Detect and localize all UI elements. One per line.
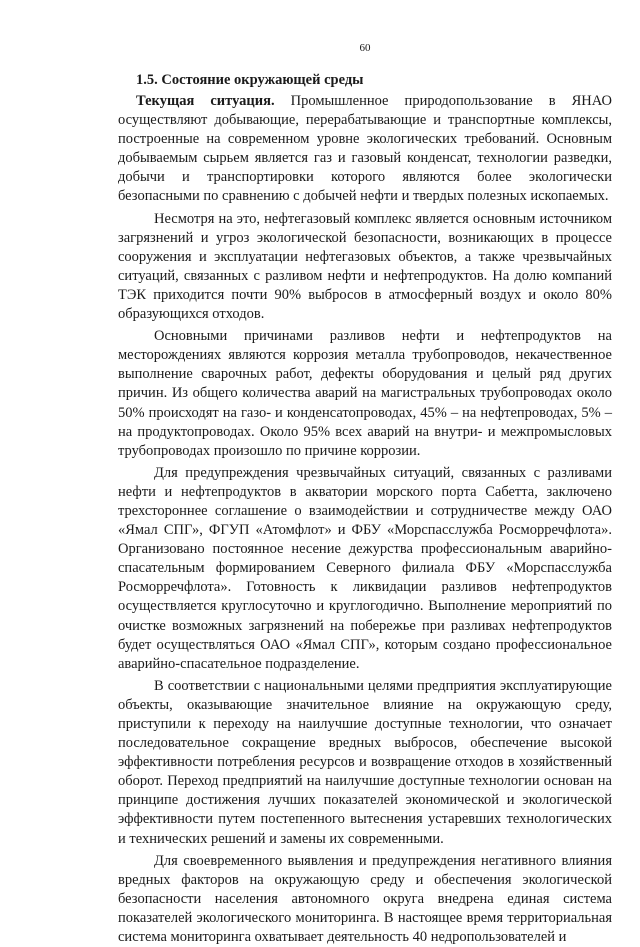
section-title: 1.5. Состояние окружающей среды — [136, 72, 364, 88]
paragraph-lead: Текущая ситуация. — [136, 93, 275, 109]
paragraph-spill-causes: Основными причинами разливов нефти и нефтепродуктов на месторождениях являются коррозия металла трубопроводов, некачественное выполнение сварочных работ, дефекты оборудования и целый ряд других причин. Из общего количества аварий на магистральных трубопроводах около 50% происходят на газо- и конденсатопроводах, 45% – на нефтепроводах, 5% – на продуктопроводах. Около 95% всех аварий на внутри- и межпромысловых трубопроводах произошло по причине коррозии. — [118, 328, 612, 459]
paragraph-pollution-sources: Несмотря на это, нефтегазовый комплекс является основным источником загрязнений и угроз экологической безопасности, возникающих в процессе сооружения и эксплуатации нефтегазовых объектов, а также чрезвычайных ситуаций, связанных с разливом нефти и нефтепродуктов. На долю компаний ТЭК приходится почти 90% выбросов в атмосферный воздух и около 80% образующихся отходов. — [118, 210, 612, 323]
paragraph-monitoring: Для своевременного выявления и предупреждения негативного влияния вредных факторов на окружающую среду и обеспечения экологической безопасности населения автономного округа внедрена единая система показателей экологического мониторинга. В настоящее время территориальная система мониторинга охватывает деятельность 40 недропользователей и — [118, 852, 612, 946]
paragraph-text: Промышленное природопользование в ЯНАО осуществляют добывающие, перерабатывающие и транспортные комплексы, построенные на современном уровне экологических требований. Основным добываемым сырьем является газ и газовый конденсат, технологии разведки, добычи и транспортировки которого являются более экологически безопасными по сравнению с добычей нефти и твердых полезных ископаемых. — [118, 93, 612, 205]
paragraph-current-situation — [118, 92, 612, 207]
paragraph-emergency-prevention: Для предупреждения чрезвычайных ситуаций, связанных с разливами нефти и нефтепродуктов в акватории морского порта Сабетта, заключено трехстороннее соглашение о взаимодействии и сотрудничестве между ОАО «Ямал СПГ», ФГУП «Атомфлот» и ФБУ «Морспасслужба Росморречфлота». Организовано постоянное несение дежурства профессиональным аварийно-спасательным формированием Северного филиала ФБУ «Морспасслужба Росморречфлота». Готовность к ликвидации разливов нефтепродуктов осуществляется круглосуточно и круглогодично. Выполнение мероприятий по очистке возможных загрязнений на побережье при разливах нефтепродуктов будет осуществляться ОАО «Ямал СПГ», которым создано профессиональное аварийно-спасательное подразделение. — [118, 464, 612, 672]
paragraph-best-technologies: В соответствии с национальными целями предприятия эксплуатирующие объекты, оказывающие значительное влияние на окружающую среду, приступили к переходу на наилучшие доступные технологии, что означает последовательное сокращение вредных выбросов, обеспечение высокой эффективности потребления ресурсов и возвращение отходов в хозяйственный оборот. Переход предприятий на наилучшие доступные технологии основан на принципе достижения лучших показателей экономической и экологической эффективности путем постепенного вытеснения устаревших технологических и технических решений и замены их современными. — [118, 677, 612, 847]
page-number: 60 — [359, 42, 371, 54]
